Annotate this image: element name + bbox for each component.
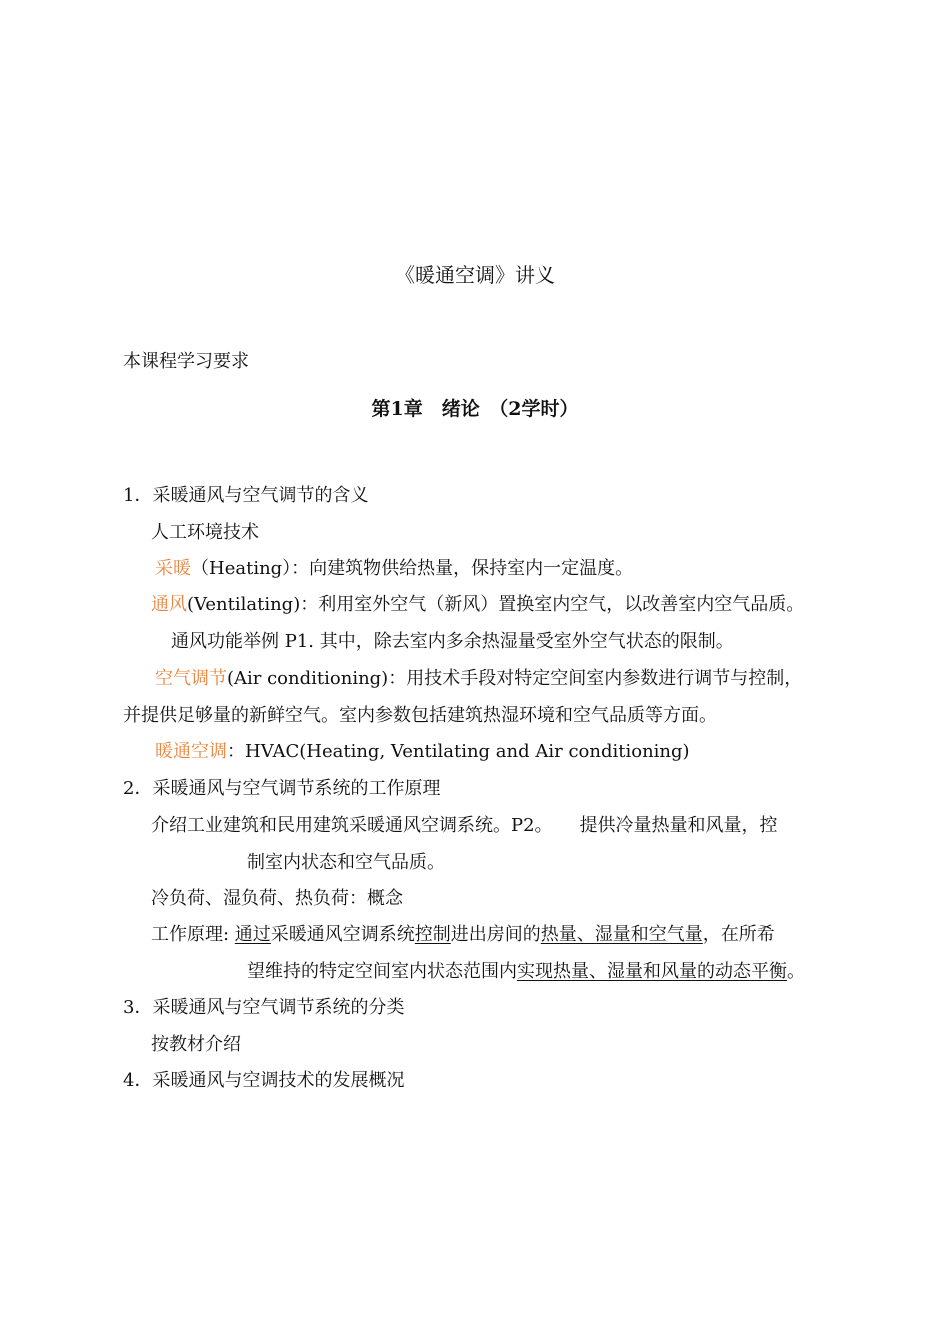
ac-definition xyxy=(155,667,802,691)
heating-term: 采暖 xyxy=(155,558,191,579)
section-3-body: 按教材介绍 xyxy=(151,1034,241,1055)
principle-cont-underline: 实现热量、湿量和风量的动态平衡 xyxy=(517,961,787,982)
section-4-heading: 4．采暖通风与空调技术的发展概况 xyxy=(123,1070,405,1091)
hvac-term: 暖通空调 xyxy=(155,741,227,762)
principle-label: 工作原理: xyxy=(151,924,235,945)
principle-text-2: 进出房间的 xyxy=(450,924,541,945)
principle-cont-text-a: 望维持的特定空间室内状态范围内 xyxy=(247,961,517,982)
hvac-definition xyxy=(155,740,690,764)
working-principle xyxy=(151,923,775,947)
ventilating-def-text: (Ventilating)：利用室外空气（新风）置换室内空气，以改善室内空气品质。 xyxy=(187,594,805,615)
working-principle-continued xyxy=(247,960,805,984)
principle-underline-2: 控制 xyxy=(414,924,451,945)
ventilating-term: 通风 xyxy=(151,594,187,615)
ac-def-text: (Air conditioning)：用技术手段对特定空间室内参数进行调节与控制， xyxy=(227,668,803,689)
chapter-heading: 第1章 绪论 （2学时） xyxy=(371,398,579,420)
hvac-def-text: ：HVAC(Heating, Ventilating and Air conditioning) xyxy=(227,741,690,762)
section-2-intro: 介绍工业建筑和民用建筑采暖通风空调系统。P2。 提供冷量热量和风量，控 xyxy=(151,815,778,836)
section-2-intro-continued: 制室内状态和空气品质。 xyxy=(247,852,445,873)
ac-definition-continued: 并提供足够量的新鲜空气。室内参数包括建筑热湿环境和空气品质等方面。 xyxy=(123,705,717,726)
section-2-heading: 2．采暖通风与空气调节系统的工作原理 xyxy=(123,778,441,799)
loads-concept: 冷负荷、湿负荷、热负荷：概念 xyxy=(151,888,403,909)
principle-underline-3: 热量、湿量和空气量 xyxy=(540,924,703,945)
artificial-environment-text: 人工环境技术 xyxy=(151,522,259,543)
course-requirements: 本课程学习要求 xyxy=(123,351,249,372)
ventilating-example: 通风功能举例 P1. 其中，除去室内多余热湿量受室外空气状态的限制。 xyxy=(171,631,734,652)
ac-term: 空气调节 xyxy=(155,668,227,689)
section-3-heading: 3．采暖通风与空气调节系统的分类 xyxy=(123,997,405,1018)
principle-text-1: 采暖通风空调系统 xyxy=(270,924,415,945)
heating-def-text: （Heating）：向建筑物供给热量，保持室内一定温度。 xyxy=(191,558,634,579)
heating-definition xyxy=(155,557,633,581)
section-1-heading: 1．采暖通风与空气调节的含义 xyxy=(123,485,369,506)
principle-cont-text-b: 。 xyxy=(787,961,805,982)
principle-underline-1: 通过 xyxy=(234,924,271,945)
principle-text-3: ，在所希 xyxy=(702,924,775,945)
document-title: 《暖通空调》讲义 xyxy=(395,263,555,287)
ventilating-definition xyxy=(151,593,804,617)
